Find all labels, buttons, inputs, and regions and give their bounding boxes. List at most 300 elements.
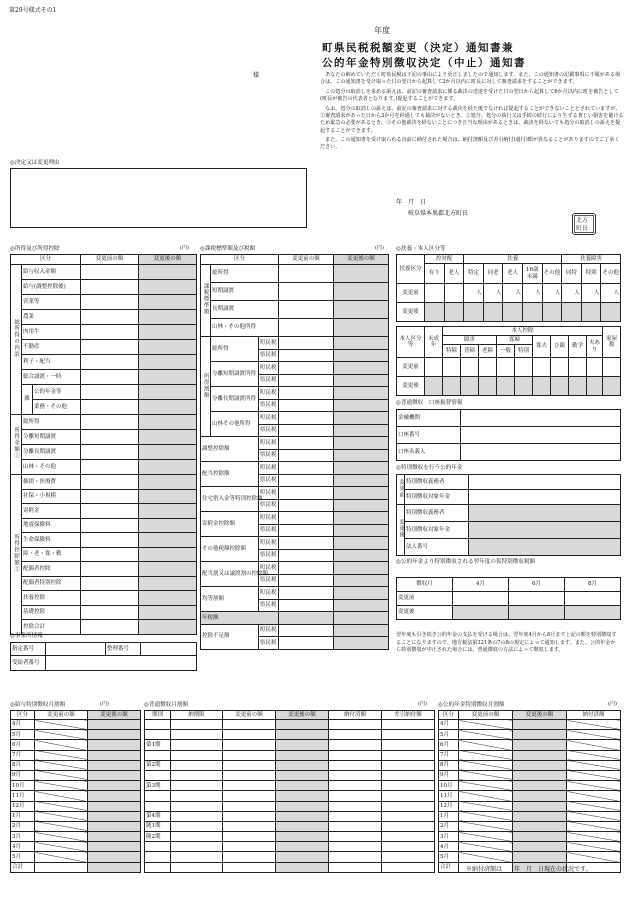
seal-graphic [574,215,594,233]
decision-reason-box [10,168,307,228]
pension-monthly-table [438,710,620,873]
balance-cell [382,740,435,750]
pension-month: 8月 [439,760,459,770]
pension-month: 12月 [439,801,459,811]
bank-name-label: 金融機関 [397,410,461,427]
pension-after-cell [513,791,567,801]
provisional-heading: ◎公的年金より特別徴収される翌年度の仮特別徴収税額 [396,559,536,565]
pref-tax-label: 県民税 [259,637,279,650]
normal-before-cell [223,811,276,821]
salary-month: 11月 [11,791,35,801]
salary-month: 1月 [11,811,35,821]
paid-cell [329,842,382,852]
pension-col: 変更後の額 [513,711,567,720]
normal-col: 変更前の額 [223,711,276,720]
salary-after-cell [88,842,141,852]
tax-std-row: 山林・その他所得 [211,319,279,337]
pension-month: 5月 [439,852,459,862]
dep-after-label: 変更後 [397,303,425,322]
title-line-2: 公的年金特別徴収決定（中止）通知書 [322,57,526,69]
due-date-cell [171,852,223,862]
paid-cell [329,760,382,770]
person-unit: 人 [601,284,621,303]
salary-before-cell [35,770,88,780]
period-label: 随1期 [145,821,171,831]
pension-month: 7月 [439,750,459,760]
pension-col: 納付済額 [567,711,621,720]
pension-monthly-unit: (円) [608,701,617,707]
salary-after-cell [88,821,141,831]
person-unit: 人 [503,284,523,303]
period-label [145,791,171,801]
pension-paid-cell [567,852,621,862]
person-unit: 人 [581,284,601,303]
svg-text:町長: 町長 [576,225,589,232]
due-date-cell [171,842,223,852]
salary-month: 8月 [11,760,35,770]
pension-month: 4月 [439,720,459,730]
salary-col: 変更前の額 [35,711,88,720]
deduction-row: 基礎控除 [22,605,81,620]
balance-cell [382,852,435,862]
management-number-label: 整理番号 [106,643,141,656]
normal-after-cell [276,760,329,770]
provisional-after-label: 変更後 [397,606,453,620]
deduction-row: 配偶者特別控除 [22,576,81,591]
period-label: 第1期 [145,740,171,750]
balance-cell [382,770,435,780]
pension-before-cell [459,750,513,760]
salary-month: 9月 [11,770,35,780]
salary-before-cell [35,811,88,821]
footer-note: ※納付済額は 年 月 日現在の状況です。 [466,866,592,873]
salary-after-cell [88,852,141,862]
tax-col-kubun: 区分 [201,255,279,265]
due-date-cell [171,832,223,842]
widow-label: 寡婦 [497,336,533,345]
deduction-row: 寄附金 [22,504,81,519]
honorific: 様 [253,72,260,79]
salary-after-cell [88,791,141,801]
pref-tax-label: 県民税 [259,449,279,462]
paid-cell [329,791,382,801]
balance-cell [382,760,435,770]
pension-paid-cell [567,842,621,852]
notice-paragraph: また、この通知書を受け取られる直前に納付された場合は、納付済額及び差引納付(還付)額が異なることがありますのでご了承ください。 [320,137,620,151]
dep-before-label: 変更前 [397,284,425,303]
pension-before-cell [459,720,513,730]
pension-payer-label: 特別徴収義務者 [405,475,469,490]
dep-col: 老人 [444,264,464,284]
dep-col: 特別 [581,264,601,284]
income-row: 総合譲渡・一時 [22,370,81,385]
salary-before-cell [35,852,88,862]
dep-col: 同特 [562,264,582,284]
due-date-cell [171,801,223,811]
pension-before-cell [459,811,513,821]
pension-paid-cell [567,730,621,740]
salary-after-cell [88,770,141,780]
pension-month: 10月 [439,781,459,791]
income-col-kubun: 区分 [11,255,81,265]
normal-after-cell [276,720,329,730]
normal-collection-heading: ◎普通徴収 口座振替情報 [396,400,463,406]
normal-after-cell [276,781,329,791]
salary-after-cell [88,811,141,821]
town-tax-label: 町民税 [259,624,279,637]
special-pension-heading: ◎特別徴収を行う公的年金 [396,465,463,471]
pref-tax-label: 県民税 [259,524,279,537]
pension-before-cell [459,770,513,780]
dependents-table-1 [396,254,620,322]
deduction-row: 地震保険料 [22,518,81,533]
pref-tax-label: 県民税 [259,574,279,587]
dep-col: 有り [425,264,445,284]
period-label [145,750,171,760]
pension-paid-cell [567,781,621,791]
pension-after-cell [513,770,567,780]
due-date-cell [171,811,223,821]
dep2-col: 勤学 [569,336,587,358]
due-date-cell [171,750,223,760]
salary-month: 6月 [11,740,35,750]
due-date-cell [171,821,223,831]
income-group-deduction: 所得控除額② [13,533,20,573]
tax-deduct-row: 配当控除額 [201,462,259,487]
balance-cell [382,842,435,852]
pension-col: 変更前の額 [459,711,513,720]
salary-after-cell [88,750,141,760]
bank-table [396,409,620,461]
normal-col: 納付済額 [329,711,382,720]
tax-deduct-row: 調整控除額 [201,437,259,462]
income-group-content: 総所得の内訳 [13,319,20,358]
normal-after-cell [276,811,329,821]
salary-before-cell [35,750,88,760]
salary-after-cell [88,801,141,811]
salary-col: 変更後の額 [88,711,141,720]
dep-col: その他 [601,264,621,284]
town-tax-label: 町民税 [259,387,279,400]
period-label: 第3期 [145,781,171,791]
pension-after-label: 変更後 [398,519,405,539]
normal-after-cell [276,801,329,811]
pension-target-label: 特別徴収対象年金 [405,490,469,505]
normal-before-cell [223,750,276,760]
pension-after-cell [513,842,567,852]
pension-after-cell [513,740,567,750]
pension-before-cell [459,832,513,842]
tax-heading: ◎課税標準額及び税額 [200,246,256,252]
income-row: 公的年金等 [33,385,81,400]
due-date-cell [171,781,223,791]
paid-cell [329,720,382,730]
normal-after-cell [276,770,329,780]
pension-after-cell [513,852,567,862]
dep2-col: 一般 [497,345,515,358]
pension-before-label: 変更前 [398,478,405,498]
deduction-row: 生命保険料 [22,533,81,548]
paid-cell [329,770,382,780]
salary-after-cell [88,730,141,740]
normal-before-cell [223,730,276,740]
salary-month: 4月 [11,842,35,852]
deduction-row: 配偶者控除 [22,562,81,577]
pension-month: 11月 [439,791,459,801]
normal-before-cell [223,821,276,831]
income-row: 分離短期譲渡 [22,430,81,445]
pref-tax-label: 県民税 [259,474,279,487]
income-row: 給与収入金額 [22,265,81,280]
dep2-col: 普障 [461,345,479,358]
salary-before-cell [35,781,88,791]
period-label: 第4期 [145,811,171,821]
provisional-month: 6月 [509,578,565,592]
pension-after-cell [513,750,567,760]
person-unit: 人 [562,284,582,303]
pension-month: 5月 [439,730,459,740]
due-date-cell [171,791,223,801]
normal-before-cell [223,801,276,811]
fuyo-label: 扶養 [464,255,562,264]
pension-before-cell [459,730,513,740]
income-row: 肉用牛 [22,325,81,340]
salary-after-cell [88,781,141,791]
due-date-cell [171,760,223,770]
pension-before-cell [459,852,513,862]
disability-label: 扶養障害 [562,255,621,264]
income-table [10,254,196,635]
income-heading: ◎所得及び所得控除 [10,246,60,252]
pension-before-cell [459,781,513,791]
pref-tax-label: 県民税 [259,424,279,437]
dep-col: その他 [542,264,562,284]
pension-paid-cell [567,750,621,760]
income-unit: (円) [180,245,189,251]
pension-before-cell [459,740,513,750]
tax-calc-row: 分離長期譲渡所得 [211,387,259,412]
pension-after-cell [513,811,567,821]
town-tax-label: 町民税 [259,337,279,350]
town-tax-label: 町民税 [259,437,279,450]
next-year-note: 翌年度も引き続き公的年金の支払を受ける場合は、翌年度4月から8月まで上記の額を特別徴収することになりますので、地方税法第321条の7の8の規定によって通知します。また、公的年金から特別徴収が中止された場合には、普通徴収の方法によって徴収します。 [396,632,617,654]
income-col-before: 変更前の額 [81,255,139,265]
pension-paid-cell [567,801,621,811]
normal-before-cell [223,842,276,852]
provisional-month: 8月 [565,578,621,592]
pension-month: 9月 [439,770,459,780]
salary-month: 2月 [11,821,35,831]
salary-month: 10月 [11,781,35,791]
dep2-col: 特別 [515,345,533,358]
tax-deduct-row: 配当割又は譲渡割の控除額 [201,562,259,587]
pension-after-cell [513,821,567,831]
collection-month-label: 徴収月 [397,578,453,592]
pension-before-cell [459,842,513,852]
paid-cell [329,750,382,760]
salary-before-cell [35,842,88,852]
salary-before-cell [35,832,88,842]
dependents-table-2 [396,326,620,396]
pref-tax-label: 県民税 [259,549,279,562]
notice-paragraph: なお、処分の取消しの訴えは、前記の審査請求に対する裁決を経た後でなければ提起することができないこととされていますが、①審査請求があった日から3か月を経過しても裁決がないとき、②処分、処分の執行又は手続の続行により生ずる著しい損害を避けるため緊急の必要があるとき、③その他裁決を経ないことにつき正当な理由があるときは、裁決を経ないでも処分の取消しの訴えを提起することができます。 [320,105,624,134]
balance-cell [382,832,435,842]
pension-total-label: 合計 [439,862,459,872]
salary-before-cell [35,760,88,770]
dep-before-label: 変更前 [397,358,425,377]
income-row: 総所得 [22,415,81,430]
annual-tax-label: 年税額 [201,612,279,625]
pension-col: 区分 [439,711,459,720]
dep2-col: 夫あり [587,336,603,358]
deduction-row: 社保・小規模 [22,489,81,504]
normal-before-cell [223,781,276,791]
spouse-label: 控対配 [425,255,464,264]
paid-cell [329,801,382,811]
fiscal-year-label: 年度 [374,26,390,35]
balance-cell [382,781,435,791]
dep2-col: 寡夫 [533,336,551,358]
salary-month: 4月 [11,720,35,730]
dep-col: 老人 [503,264,523,284]
pension-paid-cell [567,720,621,730]
pension-after-cell [513,781,567,791]
person-unit: 人 [522,284,542,303]
normal-after-cell [276,852,329,862]
pension-paid-cell [567,832,621,842]
tax-std-row: 長期譲渡 [211,301,279,319]
period-label [145,730,171,740]
issue-date: 年 月 日 [396,199,427,206]
tax-col-after: 変更後の額 [334,255,389,265]
corporate-number-label: 法人番号 [405,539,469,556]
paid-cell [329,781,382,791]
deduction-row: 雑損・医療費 [22,475,81,490]
provisional-table [396,577,620,620]
salary-month: 3月 [11,832,35,842]
account-number-label: 口座番号 [397,427,461,444]
salary-before-cell [35,740,88,750]
income-col-after: 変更後の額 [139,255,197,265]
pension-paid-cell [567,740,621,750]
deduction-row: 障・老・寡・勤 [22,547,81,562]
income-row: 営業等 [22,295,81,310]
period-label [145,842,171,852]
normal-after-cell [276,821,329,831]
tax-calc-row: 分離短期譲渡所得 [211,362,259,387]
normal-before-cell [223,852,276,862]
person-unit: 人 [464,284,484,303]
pension-paid-cell [567,811,621,821]
normal-before-cell [223,760,276,770]
account-holder-label: 口座名義人 [397,444,461,461]
period-label: 随2期 [145,832,171,842]
period-label [145,720,171,730]
normal-col: 差引納付額 [382,711,435,720]
pension-paid-cell [567,760,621,770]
pension-before-cell [459,821,513,831]
town-tax-label: 町民税 [259,587,279,600]
form-number: 第29号様式その1 [9,7,57,14]
salary-after-cell [88,720,141,730]
tax-std-row: 短期譲渡 [211,283,279,301]
office-table [10,642,196,671]
salary-before-cell [35,720,88,730]
period-label [145,770,171,780]
svg-text:北方: 北方 [576,217,589,224]
tax-deduct-row: その他税額控除額 [201,537,259,562]
pension-month: 1月 [439,811,459,821]
balance-cell [382,801,435,811]
pension-month: 6月 [439,740,459,750]
balance-cell [382,811,435,821]
town-tax-label: 町民税 [259,512,279,525]
income-row: 業務・その他 [33,400,81,415]
official-seal [572,213,596,235]
normal-col: 変更後の額 [276,711,329,720]
dep-col: 16歳未満 [522,264,542,284]
dep2-col: ひ親 [551,336,569,358]
normal-before-cell [223,791,276,801]
town-tax-label: 町民税 [259,462,279,475]
income-row: 不動産 [22,340,81,355]
pension-after-cell [513,720,567,730]
pref-tax-label: 県民税 [259,374,279,387]
income-row: 利子・配当 [22,355,81,370]
period-label [145,801,171,811]
normal-after-cell [276,842,329,852]
mayor-name: 岐阜県本巣郡北方町長 [408,210,469,217]
salary-month: 7月 [11,750,35,760]
normal-after-cell [276,740,329,750]
normal-col: 期別 [145,711,171,720]
income-misc-label: 雑 [24,396,30,403]
dep-after-label: 変更後 [397,377,425,396]
normal-before-cell [223,740,276,750]
normal-schedule-table [144,710,434,873]
due-date-cell [171,720,223,730]
paid-cell [329,811,382,821]
town-tax-label: 町民税 [259,562,279,575]
salary-before-cell [35,730,88,740]
pension-after-cell [513,760,567,770]
honnin-kubun-label: 本人区分等 [397,327,425,358]
person-unit: 人 [483,284,503,303]
pension-after-cell [513,801,567,811]
period-label: 第2期 [145,760,171,770]
fuyo-kubun-label: 扶養区分 [397,255,425,284]
salary-after-cell [88,760,141,770]
provisional-before-label: 変更前 [397,592,453,606]
person-unit: 人 [542,284,562,303]
minor-label: 未成年 [425,327,443,358]
tax-std-group: 課税標準額 [202,283,209,316]
income-group-amount: 所得金額① [13,427,20,460]
tax-col-before: 変更前の額 [279,255,334,265]
town-tax-label: 町民税 [259,487,279,500]
pension-target-label: 特別徴収対象年金 [405,522,469,539]
deduction-row: 控除合計 [22,620,81,635]
normal-col: 納期限 [171,711,223,720]
salary-after-cell [88,740,141,750]
due-date-cell [171,740,223,750]
dep-col: 同老 [483,264,503,284]
balance-cell [382,730,435,740]
normal-after-cell [276,832,329,842]
dependents-heading: ◎扶養・本人区分等 [396,246,446,252]
tax-calc-group: 所得割額 [202,372,209,399]
pension-payer-table [396,474,620,556]
